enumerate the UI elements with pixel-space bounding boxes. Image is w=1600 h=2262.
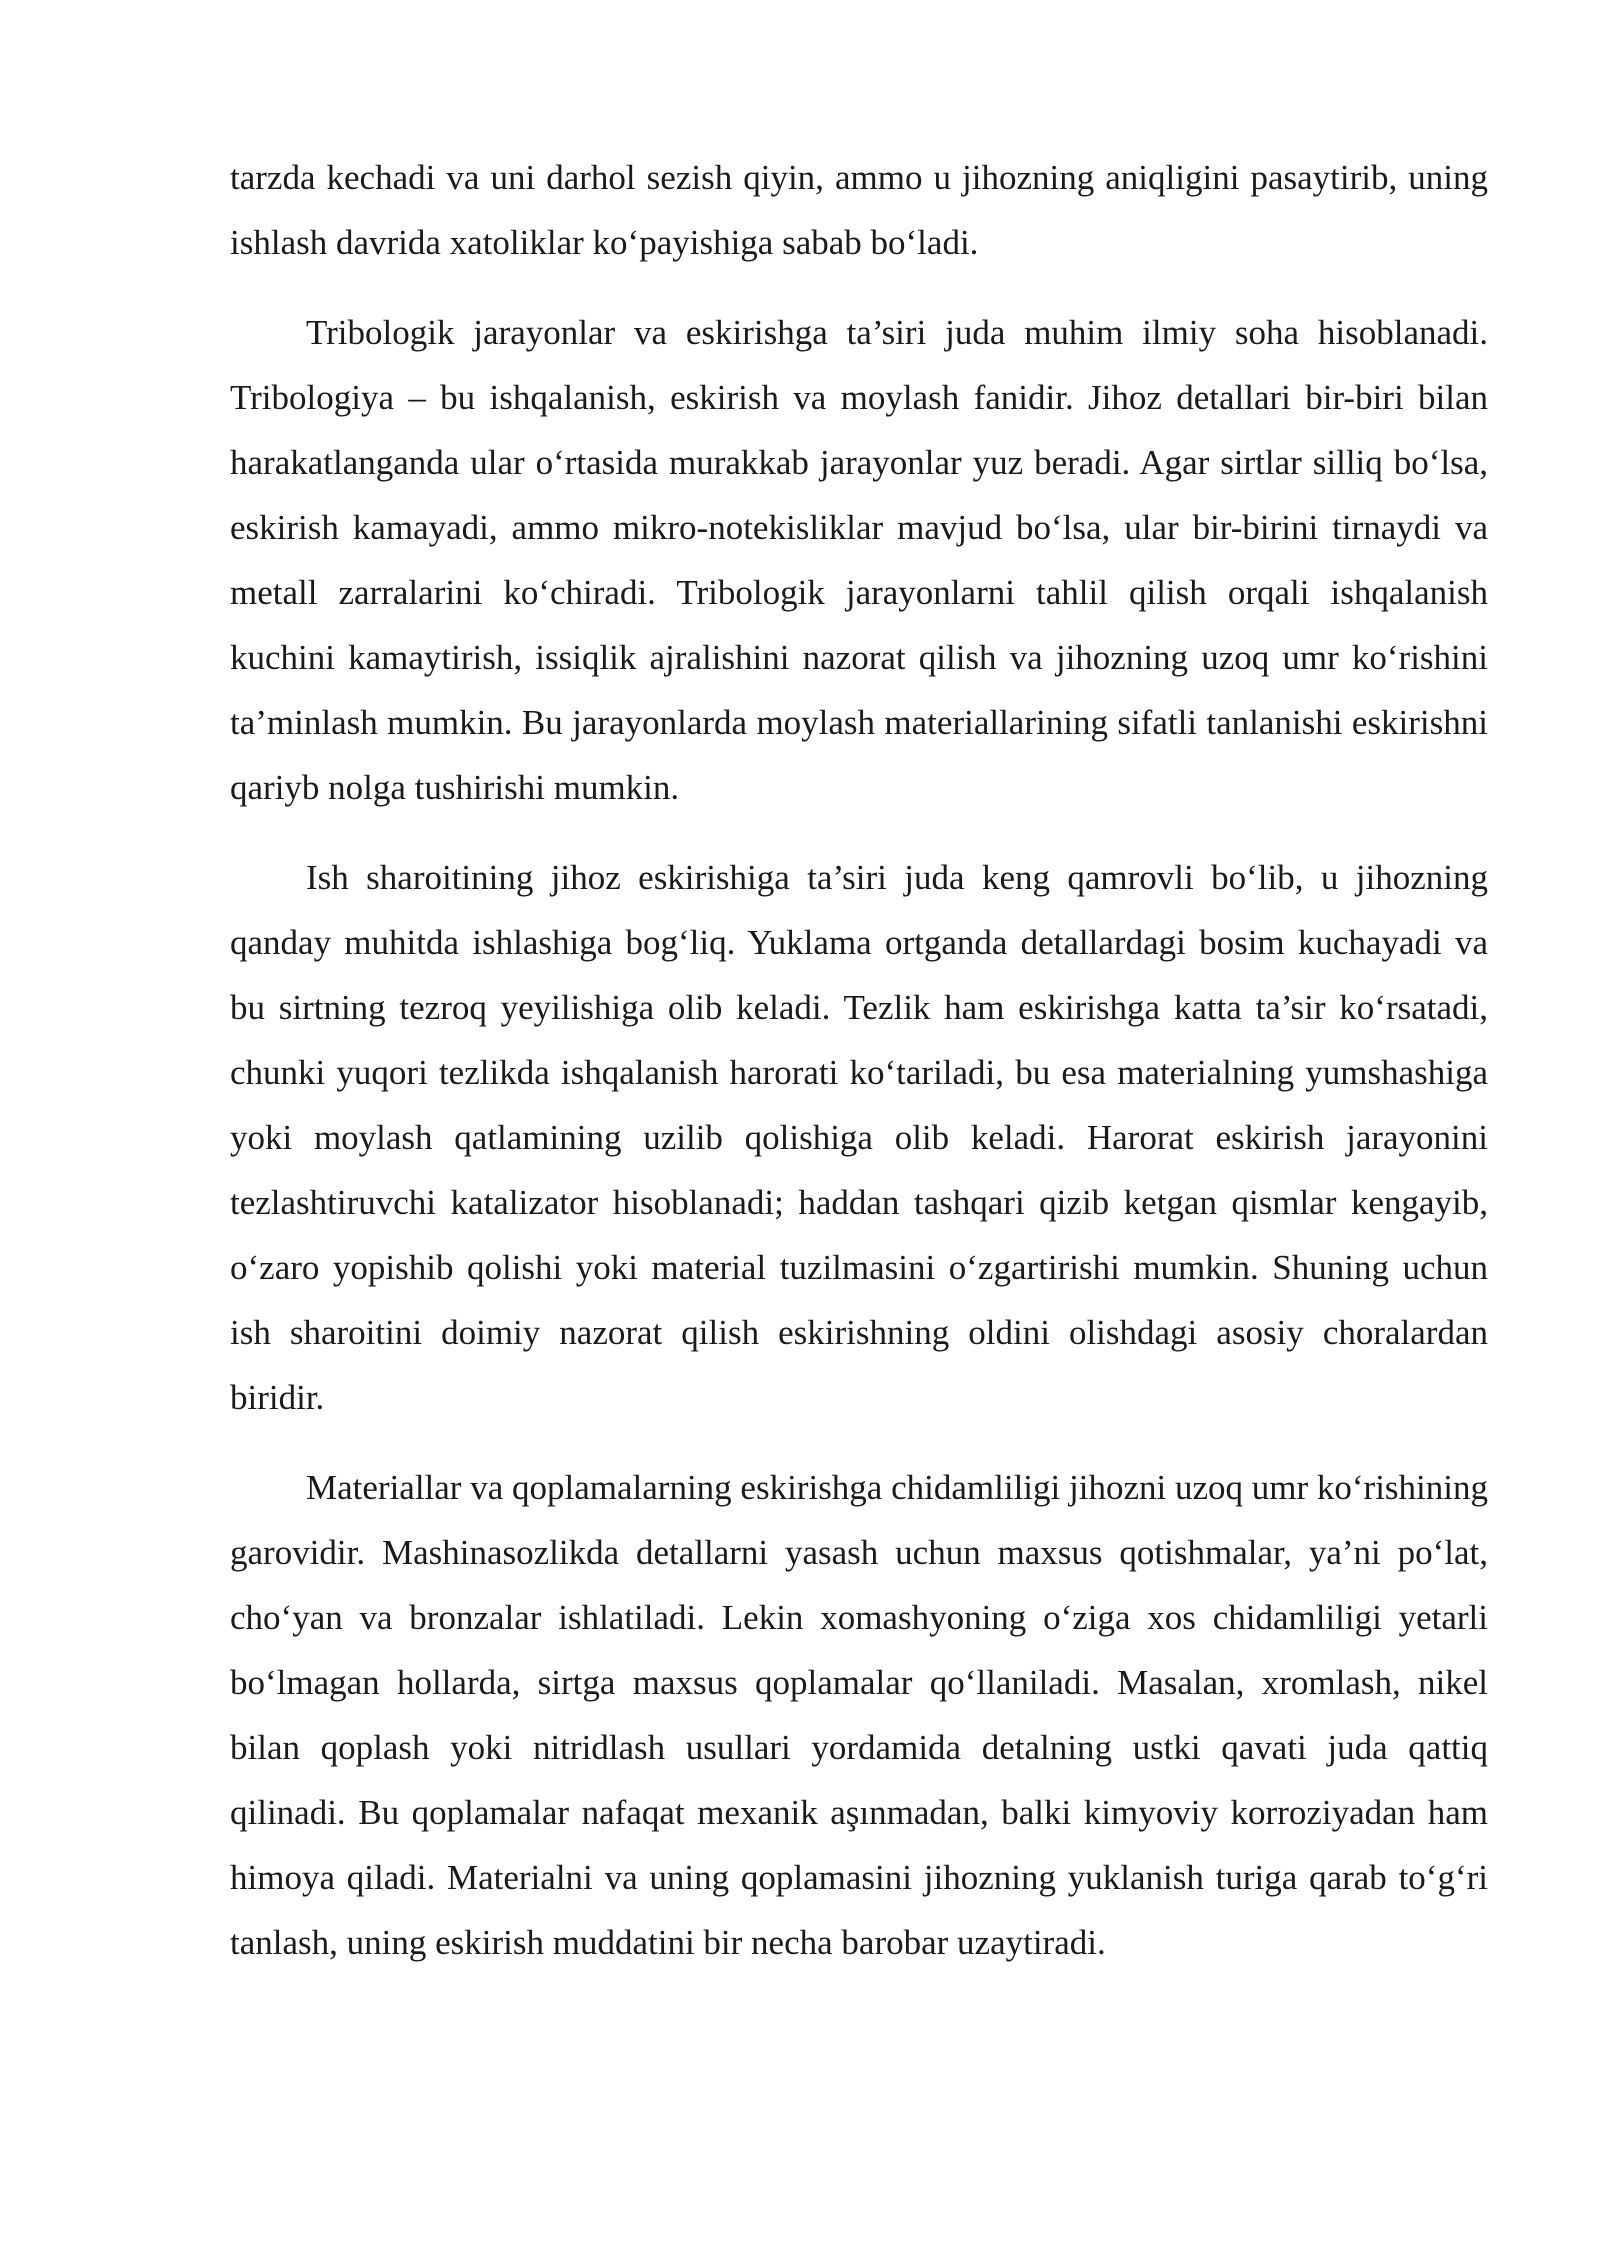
document-page: [230, 145, 1488, 2000]
paragraph-tribology: Tribologik jarayonlar va eskirishga ta’siri juda muhim ilmiy soha hisoblanadi. Tribologiya – bu ishqalanish, eskirish va moylash fanidir. Jihoz detallari bir-biri bilan harakatlanganda ular o‘rtasida murakkab jarayonlar yuz beradi. Agar sirtlar silliq bo‘lsa, eskirish kamayadi, ammo mikro-notekisliklar mavjud bo‘lsa, ular bir-birini tirnaydi va metall zarralarini ko‘chiradi. Tribologik jarayonlarni tahlil qilish orqali ishqalanish kuchini kamaytirish, issiqlik ajralishini nazorat qilish va jihozning uzoq umr ko‘rishini ta’minlash mumkin. Bu jarayonlarda moylash materiallarining sifatli tanlanishi eskirishni qariyb nolga tushirishi mumkin.: [230, 313, 1488, 807]
paragraph-continuation: tarzda kechadi va uni darhol sezish qiyin, ammo u jihozning aniqligini pasaytirib, uning ishlash davrida xatoliklar ko‘payishiga sabab bo‘ladi.: [230, 158, 1488, 262]
paragraph-working-conditions: Ish sharoitining jihoz eskirishiga ta’siri juda keng qamrovli bo‘lib, u jihozning qanday muhitda ishlashiga bog‘liq. Yuklama ortganda detallardagi bosim kuchayadi va bu sirtning tezroq yeyilishiga olib keladi. Tezlik ham eskirishga katta ta’sir ko‘rsatadi, chunki yuqori tezlikda ishqalanish harorati ko‘tariladi, bu esa materialning yumshashiga yoki moylash qatlamining uzilib qolishiga olib keladi. Harorat eskirish jarayonini tezlashtiruvchi katalizator hisoblanadi; haddan tashqari qizib ketgan qismlar kengayib, o‘zaro yopishib qolishi yoki material tuzilmasini o‘zgartirishi mumkin. Shuning uchun ish sharoitini doimiy nazorat qilish eskirishning oldini olishdagi asosiy choralardan biridir.: [230, 858, 1488, 1417]
paragraph-materials-coatings: Materiallar va qoplamalarning eskirishga chidamliligi jihozni uzoq umr ko‘rishining garovidir. Mashinasozlikda detallarni yasash uchun maxsus qotishmalar, ya’ni po‘lat, cho‘yan va bronzalar ishlatiladi. Lekin xomashyoning o‘ziga xos chidamliligi yetarli bo‘lmagan hollarda, sirtga maxsus qoplamalar qo‘llaniladi. Masalan, xromlash, nikel bilan qoplash yoki nitridlash usullari yordamida detalning ustki qavati juda qattiq qilinadi. Bu qoplamalar nafaqat mexanik aşınmadan, balki kimyoviy korroziyadan ham himoya qiladi. Materialni va uning qoplamasini jihozning yuklanish turiga qarab to‘g‘ri tanlash, uning eskirish muddatini bir necha barobar uzaytiradi.: [230, 1468, 1488, 1962]
